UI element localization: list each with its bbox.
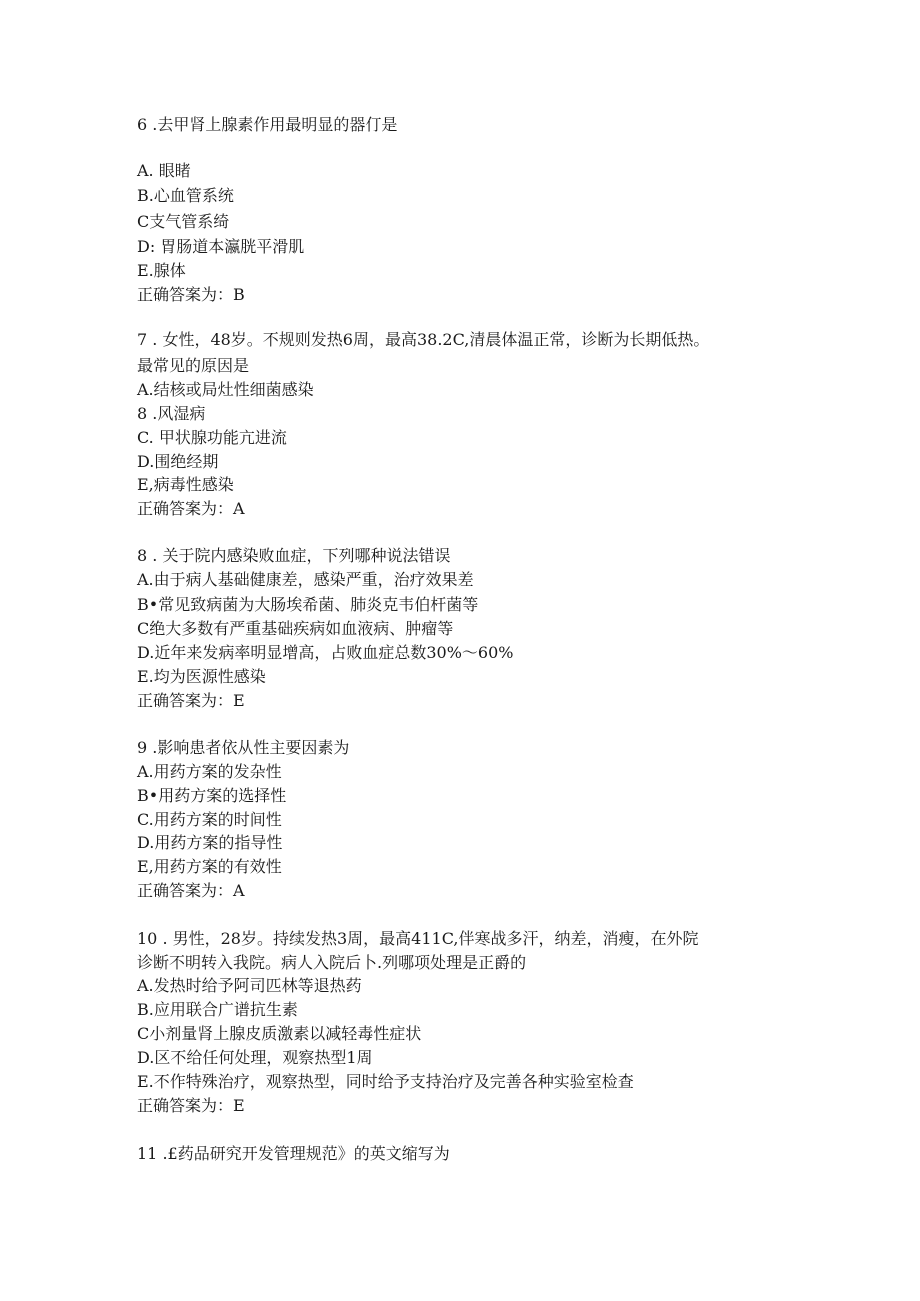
question-6-option-c: C支气管系绮 bbox=[137, 212, 230, 231]
question-6-option-e: E.腺体 bbox=[137, 261, 186, 280]
question-8-option-d: D.近年来发病率明显增高，占败血症总数30%〜60% bbox=[137, 643, 514, 662]
question-9-stem: 9 .影响患者依从性主要因素为 bbox=[137, 738, 350, 757]
question-10-stem-line-1: 10 . 男性，28岁。持续发热3周，最高411C,伴寒战多汗，纳差，消瘦，在外院 bbox=[137, 929, 699, 948]
question-7-stem-line-2: 最常见的原因是 bbox=[137, 356, 250, 375]
question-10-stem-line-2: 诊断不明转入我院。病人入院后卜.列哪项处理是正爵的 bbox=[137, 953, 527, 972]
question-9-option-d: D.用药方案的指导性 bbox=[137, 833, 283, 852]
question-10-option-b: B.应用联合广谱抗生素 bbox=[137, 1000, 298, 1019]
question-10-answer: 正确答案为：E bbox=[137, 1096, 245, 1115]
question-10-option-d: D.区不给任何处理，观察热型1周 bbox=[137, 1048, 373, 1067]
question-9-answer: 正确答案为：A bbox=[137, 881, 245, 900]
question-7-option-d: D.围绝经期 bbox=[137, 452, 219, 471]
question-7-stem-line-1: 7 . 女性，48岁。不规则发热6周，最高38.2C,清晨体温正常，诊断为长期低热。 bbox=[137, 330, 710, 349]
question-8-option-e: E.均为医源性感染 bbox=[137, 667, 266, 686]
question-7-option-b: 8 .风湿病 bbox=[137, 404, 206, 423]
question-6-answer: 正确答案为：B bbox=[137, 285, 245, 304]
question-10-option-e: E.不作特殊治疗，观察热型，同时给予支持治疗及完善各种实验室检查 bbox=[137, 1072, 634, 1091]
question-9-option-e: E,用药方案的有效性 bbox=[137, 857, 282, 876]
question-9-option-c: C.用药方案的时间性 bbox=[137, 810, 282, 829]
question-8-option-c: C绝大多数有严重基础疾病如血液病、肿瘤等 bbox=[137, 619, 454, 638]
question-11-stem: 11 .£药品研究开发管理规范》的英文缩写为 bbox=[137, 1144, 450, 1163]
question-7-option-e: E,病毒性感染 bbox=[137, 475, 234, 494]
question-8-answer: 正确答案为：E bbox=[137, 691, 245, 710]
question-8-option-b: B•常见致病菌为大肠埃希菌、肺炎克韦伯杆菌等 bbox=[137, 595, 479, 614]
question-7-answer: 正确答案为：A bbox=[137, 499, 245, 518]
question-7-option-c: C. 甲状腺功能亢进流 bbox=[137, 428, 287, 447]
question-10-option-c: C小剂量肾上腺皮质激素以减轻毒性症状 bbox=[137, 1024, 422, 1043]
question-7-option-a: A.结核或局灶性细菌感染 bbox=[137, 380, 314, 399]
question-8-stem: 8 . 关于院内感染败血症，下列哪种说法错误 bbox=[137, 546, 451, 565]
question-9-option-a: A.用药方案的发杂性 bbox=[137, 762, 282, 781]
question-6-stem: 6 .去甲肾上腺素作用最明显的器仃是 bbox=[137, 115, 398, 134]
question-8-option-a: A.由于病人基础健康差，感染严重，治疗效果差 bbox=[137, 570, 474, 589]
question-6-option-a: A. 眼睹 bbox=[137, 161, 191, 180]
question-6-option-d: D: 胃肠道本瀛胱平滑肌 bbox=[137, 237, 305, 256]
question-9-option-b: B•用药方案的选择性 bbox=[137, 786, 287, 805]
question-6-option-b: B.心血管系统 bbox=[137, 186, 234, 205]
question-10-option-a: A.发热时给予阿司匹林等退热药 bbox=[137, 976, 362, 995]
